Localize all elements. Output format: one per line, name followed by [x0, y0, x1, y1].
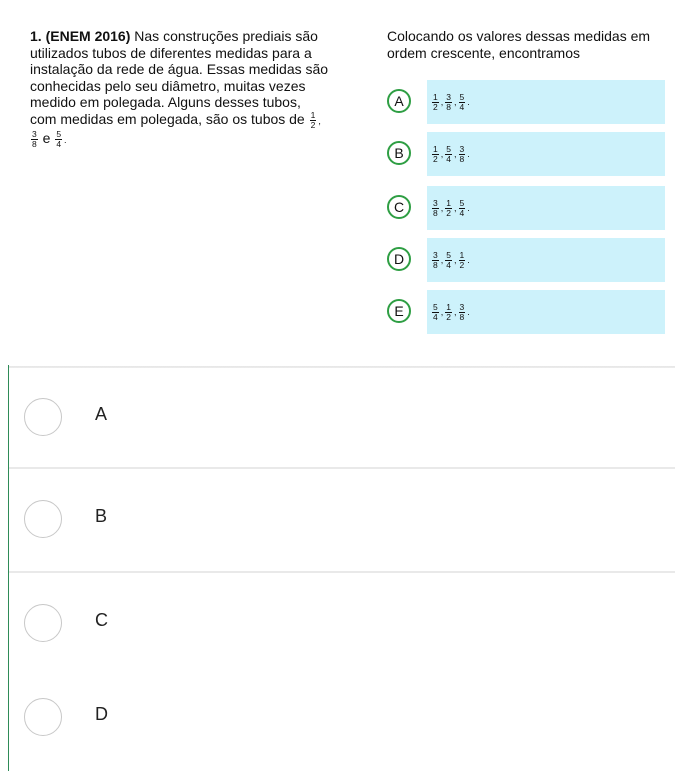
fraction: $\frac{3}{8}$ — [446, 91, 451, 112]
alternative-box: $\frac{1}{2}$ , $\frac{5}{4}$ , $\frac{3}{8}$ . — [427, 132, 665, 176]
radio-button-a[interactable] — [24, 398, 62, 436]
option-label-b: B — [95, 506, 108, 526]
fraction: $\frac{1}{2}$ — [446, 301, 451, 322]
alternative-e — [387, 290, 675, 334]
answer-option-b[interactable] — [9, 470, 675, 574]
option-label-c: C — [95, 610, 108, 630]
answer-option-a[interactable] — [9, 368, 675, 472]
fraction: $\frac{5}{4}$ — [446, 249, 451, 270]
fraction: $\frac{3}{8}$ — [433, 197, 438, 218]
answer-option-c[interactable] — [9, 574, 675, 678]
question-stem: Colocando os valores dessas medidas em ordem crescente, encontramos — [387, 28, 651, 61]
fraction: $\frac{5}{4}$ — [446, 143, 451, 164]
option-label-d: D — [95, 704, 108, 724]
radio-button-c[interactable] — [24, 604, 62, 642]
alternative-b — [387, 132, 675, 176]
alternative-letter-badge: E — [387, 299, 411, 323]
alternative-letter-badge: B — [387, 141, 411, 165]
alternative-box: $\frac{5}{4}$ , $\frac{1}{2}$ , $\frac{3}{8}$ . — [427, 290, 665, 334]
radio-button-d[interactable] — [24, 698, 62, 736]
fraction: $\frac{1}{2}$ — [459, 249, 465, 270]
divider — [9, 571, 675, 573]
fraction: $\frac{3}{8}$ — [459, 143, 465, 164]
fraction: $\frac{5}{4}$ — [459, 197, 465, 218]
tube-fraction-3: $\frac{5}{4}$ — [56, 128, 62, 149]
alternative-a — [387, 80, 675, 124]
fraction: $\frac{1}{2}$ — [446, 197, 451, 218]
alternative-letter-badge: A — [387, 89, 411, 113]
tube-fraction-2: $\frac{3}{8}$ — [32, 128, 37, 149]
fraction: $\frac{1}{2}$ — [433, 91, 438, 112]
alternative-d — [387, 238, 675, 282]
fraction: $\frac{3}{8}$ — [459, 301, 465, 322]
alternative-letter-badge: C — [387, 195, 411, 219]
alternative-letter-badge: D — [387, 247, 411, 271]
answer-option-d[interactable] — [9, 668, 675, 772]
divider — [9, 467, 675, 469]
alternative-box: $\frac{3}{8}$ , $\frac{5}{4}$ , $\frac{1}{2}$ . — [427, 238, 665, 282]
fraction: $\frac{1}{2}$ — [433, 143, 438, 164]
fraction: $\frac{5}{4}$ — [433, 301, 438, 322]
radio-button-b[interactable] — [24, 500, 62, 538]
option-label-a: A — [95, 404, 108, 424]
question-body: Nas construções prediais são utilizados tubos de diferentes medidas para a instalação da rede de água. Essas medidas são conhecidas pelo seu diâmetro, muitas vezes medido em polegada. Alguns desses tubos, com medidas em polegada, são os tubos de — [30, 28, 329, 127]
question-source: (ENEM 2016) — [45, 28, 131, 44]
fraction: $\frac{3}{8}$ — [433, 249, 438, 270]
alternative-box: $\frac{3}{8}$ , $\frac{1}{2}$ , $\frac{5}{4}$ . — [427, 186, 665, 230]
alternative-c — [387, 186, 675, 230]
question-image — [0, 0, 675, 365]
tube-fraction-1: $\frac{1}{2}$ — [310, 109, 316, 130]
conjunction: e — [42, 129, 51, 146]
fraction: $\frac{5}{4}$ — [459, 91, 465, 112]
question-text: 1. (ENEM 2016) Nas construções prediais são utilizados tubos de diferentes medidas para a instalação da rede de água. Essas medidas são conhecidas pelo seu diâmetro, muitas vezes medido em polegada. Alguns desses tubos, com medidas em polegada, são os tubos de $\frac{1}{2}$ , $\frac{3}{8}$ e $\frac{5}{4}$ . — [30, 28, 329, 149]
alternative-box: $\frac{1}{2}$ , $\frac{3}{8}$ , $\frac{5}{4}$ . — [427, 80, 665, 124]
question-number: 1. — [30, 28, 42, 44]
